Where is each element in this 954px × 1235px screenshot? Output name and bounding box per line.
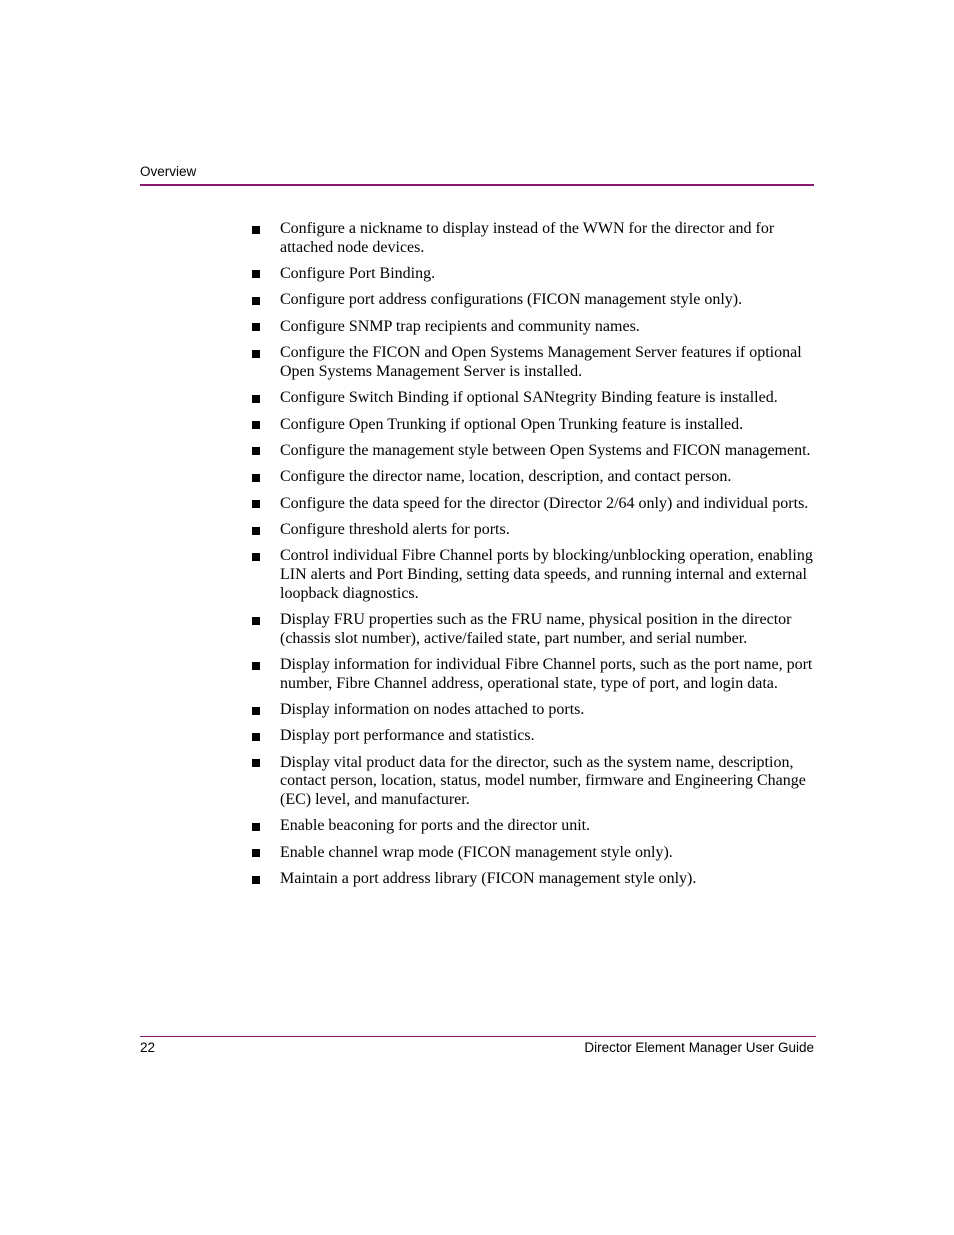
square-bullet-icon [252, 323, 260, 331]
list-item [250, 318, 816, 337]
list-item-text: Enable channel wrap mode (FICON management style only). [280, 843, 673, 861]
list-item [250, 416, 816, 435]
list-item [250, 389, 816, 408]
list-item-text: Configure a nickname to display instead of the WWN for the director and for attached node devices. [280, 220, 775, 256]
list-item-text: Display port performance and statistics. [280, 727, 535, 745]
list-item-text: Configure the director name, location, description, and contact person. [280, 468, 732, 486]
footer-divider [140, 1036, 816, 1037]
square-bullet-icon [252, 395, 260, 403]
square-bullet-icon [252, 662, 260, 670]
list-item [250, 547, 816, 603]
list-item-text: Configure SNMP trap recipients and community names. [280, 317, 640, 335]
list-item-text: Control individual Fibre Channel ports by blocking/unblocking operation, enabling LIN alerts and Port Binding, setting data speeds, and running internal and external loopback diagnostics. [280, 547, 813, 602]
list-item-text: Display information for individual Fibre Channel ports, such as the port name, port number, Fibre Channel address, operational state, type of port, and login data. [280, 656, 813, 692]
running-header: Overview [140, 164, 197, 179]
square-bullet-icon [252, 553, 260, 561]
list-item [250, 727, 816, 746]
list-item [250, 521, 816, 540]
page-number: 22 [140, 1040, 156, 1055]
square-bullet-icon [252, 270, 260, 278]
square-bullet-icon [252, 421, 260, 429]
square-bullet-icon [252, 350, 260, 358]
square-bullet-icon [252, 849, 260, 857]
list-item [250, 265, 816, 284]
list-item-text: Configure Port Binding. [280, 264, 436, 282]
list-item [250, 291, 816, 310]
list-item-text: Configure Switch Binding if optional SANtegrity Binding feature is installed. [280, 389, 778, 407]
list-item [250, 817, 816, 836]
list-item [250, 220, 816, 257]
list-item [250, 656, 816, 693]
list-item-text: Enable beaconing for ports and the director unit. [280, 817, 591, 835]
square-bullet-icon [252, 617, 260, 625]
square-bullet-icon [252, 707, 260, 715]
feature-bullet-list [250, 220, 816, 897]
square-bullet-icon [252, 823, 260, 831]
guide-title: Director Element Manager User Guide [584, 1040, 814, 1055]
square-bullet-icon [252, 447, 260, 455]
list-item [250, 344, 816, 381]
list-item [250, 468, 816, 487]
list-item-text: Maintain a port address library (FICON management style only). [280, 870, 697, 888]
square-bullet-icon [252, 527, 260, 535]
list-item [250, 442, 816, 461]
square-bullet-icon [252, 297, 260, 305]
list-item-text: Display vital product data for the director, such as the system name, description, contact person, location, status, model number, firmware and Engineering Change (EC) level, and manufacturer. [280, 753, 806, 808]
list-item [250, 701, 816, 720]
square-bullet-icon [252, 500, 260, 508]
list-item [250, 844, 816, 863]
square-bullet-icon [252, 876, 260, 884]
list-item-text: Configure the management style between Open Systems and FICON management. [280, 441, 811, 459]
list-item-text: Configure the FICON and Open Systems Management Server features if optional Open Systems Management Server is installed. [280, 344, 802, 380]
square-bullet-icon [252, 226, 260, 234]
list-item [250, 870, 816, 889]
list-item [250, 611, 816, 648]
list-item [250, 495, 816, 514]
square-bullet-icon [252, 474, 260, 482]
list-item-text: Display information on nodes attached to ports. [280, 701, 585, 719]
list-item-text: Configure port address configurations (FICON management style only). [280, 291, 743, 309]
list-item-text: Configure Open Trunking if optional Open Trunking feature is installed. [280, 415, 744, 433]
list-item [250, 754, 816, 810]
square-bullet-icon [252, 759, 260, 767]
header-divider [140, 184, 814, 186]
square-bullet-icon [252, 733, 260, 741]
list-item-text: Configure the data speed for the director (Director 2/64 only) and individual ports. [280, 494, 809, 512]
list-item-text: Display FRU properties such as the FRU name, physical position in the director (chassis slot number), active/failed state, part number, and serial number. [280, 611, 792, 647]
list-item-text: Configure threshold alerts for ports. [280, 521, 510, 539]
